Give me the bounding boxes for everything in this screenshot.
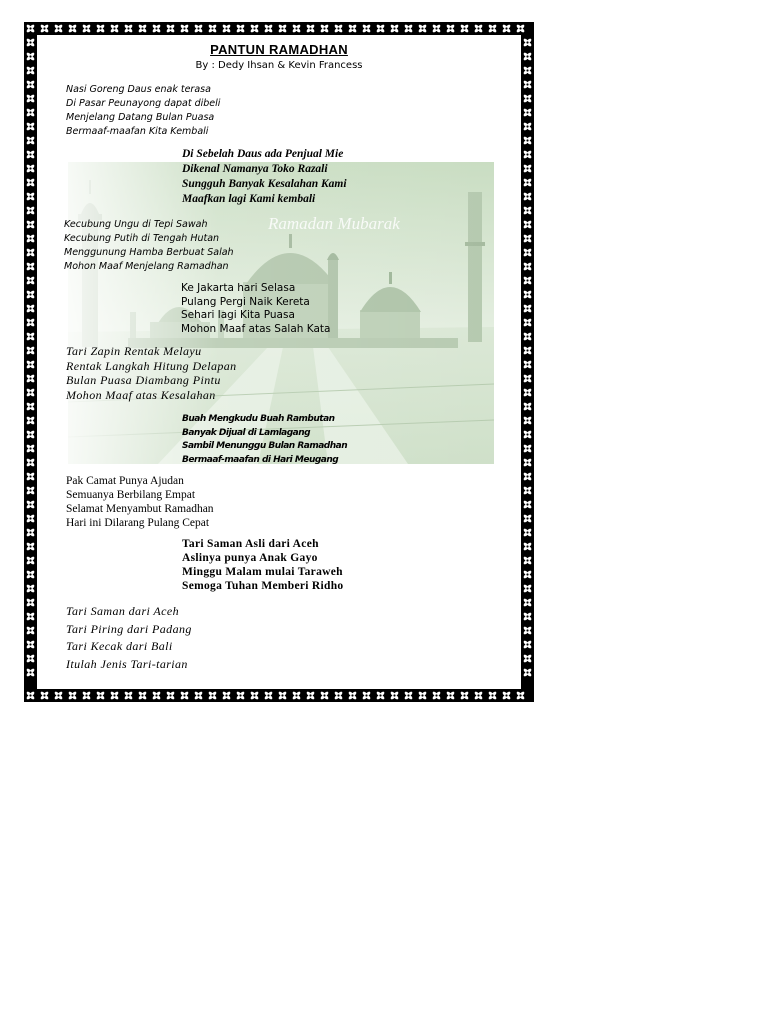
ornament-motif — [54, 691, 63, 700]
stanza-line: Mohon Maaf Menjelang Ramadhan — [64, 261, 229, 272]
ornament-motif — [474, 24, 483, 33]
ornament-motif — [404, 24, 413, 33]
ornament-motif — [26, 458, 35, 467]
ornament-motif — [26, 304, 35, 313]
ornament-motif — [180, 691, 189, 700]
ornament-motif — [446, 691, 455, 700]
stanza-line: Dikenal Namanya Toko Razali — [182, 163, 328, 175]
ornament-motif — [523, 388, 532, 397]
ornament-motif — [523, 108, 532, 117]
ornament-motif — [26, 486, 35, 495]
ornament-motif — [166, 691, 175, 700]
stanza-1 — [66, 83, 220, 139]
stanza-9 — [66, 603, 192, 673]
ornament-motif — [26, 122, 35, 131]
ornament-motif — [26, 360, 35, 369]
stanza-line: Semoga Tuhan Memberi Ridho — [182, 580, 344, 592]
ornament-motif — [26, 276, 35, 285]
ornament-motif — [523, 472, 532, 481]
stanza-line: Menjelang Datang Bulan Puasa — [66, 112, 215, 123]
ornament-motif — [320, 691, 329, 700]
ornament-motif — [292, 24, 301, 33]
ornament-motif — [523, 192, 532, 201]
ornament-motif — [26, 24, 35, 33]
ornament-motif — [278, 24, 287, 33]
ornament-motif — [523, 234, 532, 243]
ornament-motif — [26, 472, 35, 481]
ornament-motif — [194, 24, 203, 33]
ornament-motif — [110, 24, 119, 33]
ornament-motif — [523, 220, 532, 229]
ornament-motif — [250, 691, 259, 700]
ornament-motif — [26, 654, 35, 663]
ornament-motif — [26, 346, 35, 355]
ornament-motif — [26, 500, 35, 509]
ornament-motif — [26, 626, 35, 635]
ornament-motif — [166, 24, 175, 33]
stanza-line: Mohon Maaf atas Salah Kata — [181, 322, 331, 335]
ornament-motif — [26, 192, 35, 201]
stanza-line: Selamat Menyambut Ramadhan — [66, 503, 214, 515]
ornament-motif — [26, 318, 35, 327]
ornament-motif — [362, 24, 371, 33]
ornament-motif — [26, 136, 35, 145]
author-byline: By : Dedy Ihsan & Kevin Francess — [195, 60, 363, 71]
ornament-motif — [222, 691, 231, 700]
ornament-motif — [348, 24, 357, 33]
ornament-motif — [26, 691, 35, 700]
ornament-motif — [320, 24, 329, 33]
ornament-motif — [194, 691, 203, 700]
stanza-line: Tari Piring dari Padang — [66, 621, 192, 636]
stanza-line: Pak Camat Punya Ajudan — [66, 475, 184, 487]
ornament-motif — [26, 528, 35, 537]
ornament-motif — [523, 598, 532, 607]
stanza-4 — [181, 282, 330, 336]
ornament-motif — [292, 691, 301, 700]
page-title: PANTUN RAMADHAN — [210, 42, 348, 57]
stanza-line: Sungguh Banyak Kesalahan Kami — [182, 178, 347, 190]
ornament-motif — [124, 24, 133, 33]
ornament-motif — [523, 542, 532, 551]
stanza-line: Sambil Menunggu Bulan Ramadhan — [182, 441, 348, 451]
stanza-line: Bermaaf-maafan di Hari Meugang — [182, 454, 339, 465]
stanza-line: Nasi Goreng Daus enak terasa — [66, 84, 211, 95]
ornament-motif — [404, 691, 413, 700]
ornament-motif — [26, 444, 35, 453]
ornament-motif — [138, 24, 147, 33]
ornament-motif — [523, 150, 532, 159]
stanza-line: Maafkan lagi Kami kembali — [182, 193, 316, 205]
ornament-motif — [523, 640, 532, 649]
ornament-motif — [236, 691, 245, 700]
ornament-motif — [523, 94, 532, 103]
ornament-motif — [26, 150, 35, 159]
ornament-motif — [362, 691, 371, 700]
ornament-motif — [432, 691, 441, 700]
stanza-line: Sehari lagi Kita Puasa — [181, 309, 295, 321]
ornament-motif — [138, 691, 147, 700]
ornament-motif — [523, 570, 532, 579]
ornament-motif — [334, 691, 343, 700]
ornament-motif — [523, 416, 532, 425]
ornament-motif — [124, 691, 133, 700]
stanza-line: Menggunung Hamba Berbuat Salah — [64, 247, 234, 258]
ornament-motif — [523, 584, 532, 593]
ornament-motif — [306, 691, 315, 700]
stanza-7 — [66, 474, 214, 530]
ornament-motif — [502, 24, 511, 33]
ornament-motif — [523, 612, 532, 621]
ornament-motif — [306, 24, 315, 33]
ornament-motif — [26, 290, 35, 299]
ornament-motif — [26, 402, 35, 411]
ornament-motif — [376, 691, 385, 700]
ornament-motif — [250, 24, 259, 33]
ornament-motif — [523, 360, 532, 369]
image-caption: Ramadan Mubarak — [268, 214, 400, 233]
ornament-motif — [26, 388, 35, 397]
ornament-motif — [26, 178, 35, 187]
ornament-motif — [26, 612, 35, 621]
ornament-motif — [40, 24, 49, 33]
stanza-line: Itulah Jenis Tari-tarian — [66, 656, 188, 671]
stanza-line: Banyak Dijual di Lamlagang — [182, 427, 311, 438]
ornament-motif — [26, 206, 35, 215]
ornament-motif — [523, 80, 532, 89]
ornament-motif — [26, 94, 35, 103]
stanza-line: Tari Saman dari Aceh — [66, 604, 180, 618]
ornament-motif — [460, 691, 469, 700]
stanza-line: Di Sebelah Daus ada Penjual Mie — [182, 148, 344, 160]
stanza-line: Pulang Pergi Naik Kereta — [181, 295, 310, 308]
ornament-motif — [236, 24, 245, 33]
ornament-motif — [488, 691, 497, 700]
ornament-motif — [278, 691, 287, 700]
ornament-motif — [26, 332, 35, 341]
ornament-motif — [488, 24, 497, 33]
stanza-line: Aslinya punya Anak Gayo — [182, 552, 318, 564]
ornament-motif — [152, 24, 161, 33]
ornament-motif — [26, 430, 35, 439]
stanza-line: Tari Kecak dari Bali — [66, 639, 173, 653]
stanza-line: Tari Saman Asli dari Aceh — [182, 538, 319, 550]
ornament-motif — [26, 598, 35, 607]
stanza-3 — [64, 218, 234, 274]
ornament-motif — [96, 691, 105, 700]
ornament-motif — [26, 374, 35, 383]
ornament-motif — [334, 24, 343, 33]
ornament-motif — [152, 691, 161, 700]
ornament-motif — [474, 691, 483, 700]
ornament-motif — [54, 24, 63, 33]
ornament-motif — [523, 276, 532, 285]
ornament-motif — [26, 570, 35, 579]
ornament-motif — [264, 691, 273, 700]
ornament-motif — [26, 416, 35, 425]
ornament-motif — [446, 24, 455, 33]
ornament-motif — [26, 584, 35, 593]
ornament-motif — [376, 24, 385, 33]
ornament-motif — [432, 24, 441, 33]
stanza-2 — [182, 147, 347, 207]
ornament-motif — [26, 556, 35, 565]
stanza-line: Hari ini Dilarang Pulang Cepat — [66, 517, 210, 529]
ornament-motif — [523, 514, 532, 523]
ornament-motif — [523, 626, 532, 635]
stanza-line: Buah Mengkudu Buah Rambutan — [182, 414, 335, 424]
ornament-motif — [523, 528, 532, 537]
ornament-motif — [523, 346, 532, 355]
stanza-line: Kecubung Putih di Tengah Hutan — [64, 233, 220, 244]
ornament-motif — [26, 234, 35, 243]
ornament-motif — [26, 108, 35, 117]
stanza-8 — [182, 537, 343, 593]
ornament-motif — [180, 24, 189, 33]
ornament-motif — [523, 374, 532, 383]
stanza-line: Bulan Puasa Diambang Pintu — [66, 373, 221, 387]
ornament-motif — [348, 691, 357, 700]
ornament-motif — [222, 24, 231, 33]
ornament-motif — [523, 304, 532, 313]
ornament-motif — [516, 24, 525, 33]
ornament-motif — [460, 24, 469, 33]
ornament-motif — [26, 80, 35, 89]
ornament-motif — [523, 290, 532, 299]
ornament-motif — [523, 430, 532, 439]
ornament-motif — [523, 122, 532, 131]
ornament-motif — [418, 24, 427, 33]
stanza-line: Kecubung Ungu di Tepi Sawah — [64, 219, 208, 230]
ornament-motif — [523, 178, 532, 187]
ornament-motif — [523, 402, 532, 411]
ornament-motif — [96, 24, 105, 33]
ornament-motif — [110, 691, 119, 700]
ornament-motif — [40, 691, 49, 700]
ornament-motif — [68, 24, 77, 33]
ornament-motif — [208, 691, 217, 700]
ornament-motif — [523, 136, 532, 145]
ornament-motif — [26, 640, 35, 649]
ornament-motif — [26, 514, 35, 523]
ornament-motif — [523, 500, 532, 509]
ornament-motif — [523, 654, 532, 663]
stanza-line: Di Pasar Peunayong dapat dibeli — [66, 98, 221, 109]
stanza-5 — [66, 344, 237, 402]
ornament-motif — [82, 691, 91, 700]
ornament-motif — [523, 668, 532, 677]
ornament-motif — [26, 248, 35, 257]
ornament-motif — [26, 262, 35, 271]
ornament-motif — [208, 24, 217, 33]
stanza-line: Mohon Maaf atas Kesalahan — [66, 387, 216, 402]
ornament-motif — [68, 691, 77, 700]
stanza-line: Rentak Langkah Hitung Delapan — [66, 358, 237, 373]
ornament-motif — [523, 556, 532, 565]
ornament-motif — [26, 164, 35, 173]
ornament-motif — [523, 458, 532, 467]
ornament-motif — [523, 444, 532, 453]
ornament-motif — [523, 206, 532, 215]
stanza-6 — [182, 413, 347, 467]
stanza-line: Tari Zapin Rentak Melayu — [66, 344, 202, 358]
stanza-line: Ke Jakarta hari Selasa — [181, 282, 296, 294]
stanza-line: Bermaaf-maafan Kita Kembali — [66, 126, 209, 137]
ornament-motif — [523, 318, 532, 327]
ornament-motif — [523, 164, 532, 173]
ornament-motif — [264, 24, 273, 33]
stanza-line: Minggu Malam mulai Taraweh — [182, 566, 343, 578]
ornament-motif — [26, 542, 35, 551]
ornament-motif — [523, 248, 532, 257]
ornament-motif — [390, 24, 399, 33]
ornament-motif — [390, 691, 399, 700]
ornament-motif — [26, 668, 35, 677]
ornament-motif — [523, 262, 532, 271]
ornament-motif — [523, 332, 532, 341]
ornament-motif — [418, 691, 427, 700]
ornament-motif — [26, 220, 35, 229]
decorative-frame — [24, 22, 534, 702]
ornament-motif — [82, 24, 91, 33]
stanza-line: Semuanya Berbilang Empat — [66, 489, 196, 501]
ornament-motif — [516, 691, 525, 700]
ornament-motif — [523, 486, 532, 495]
ornament-motif — [502, 691, 511, 700]
